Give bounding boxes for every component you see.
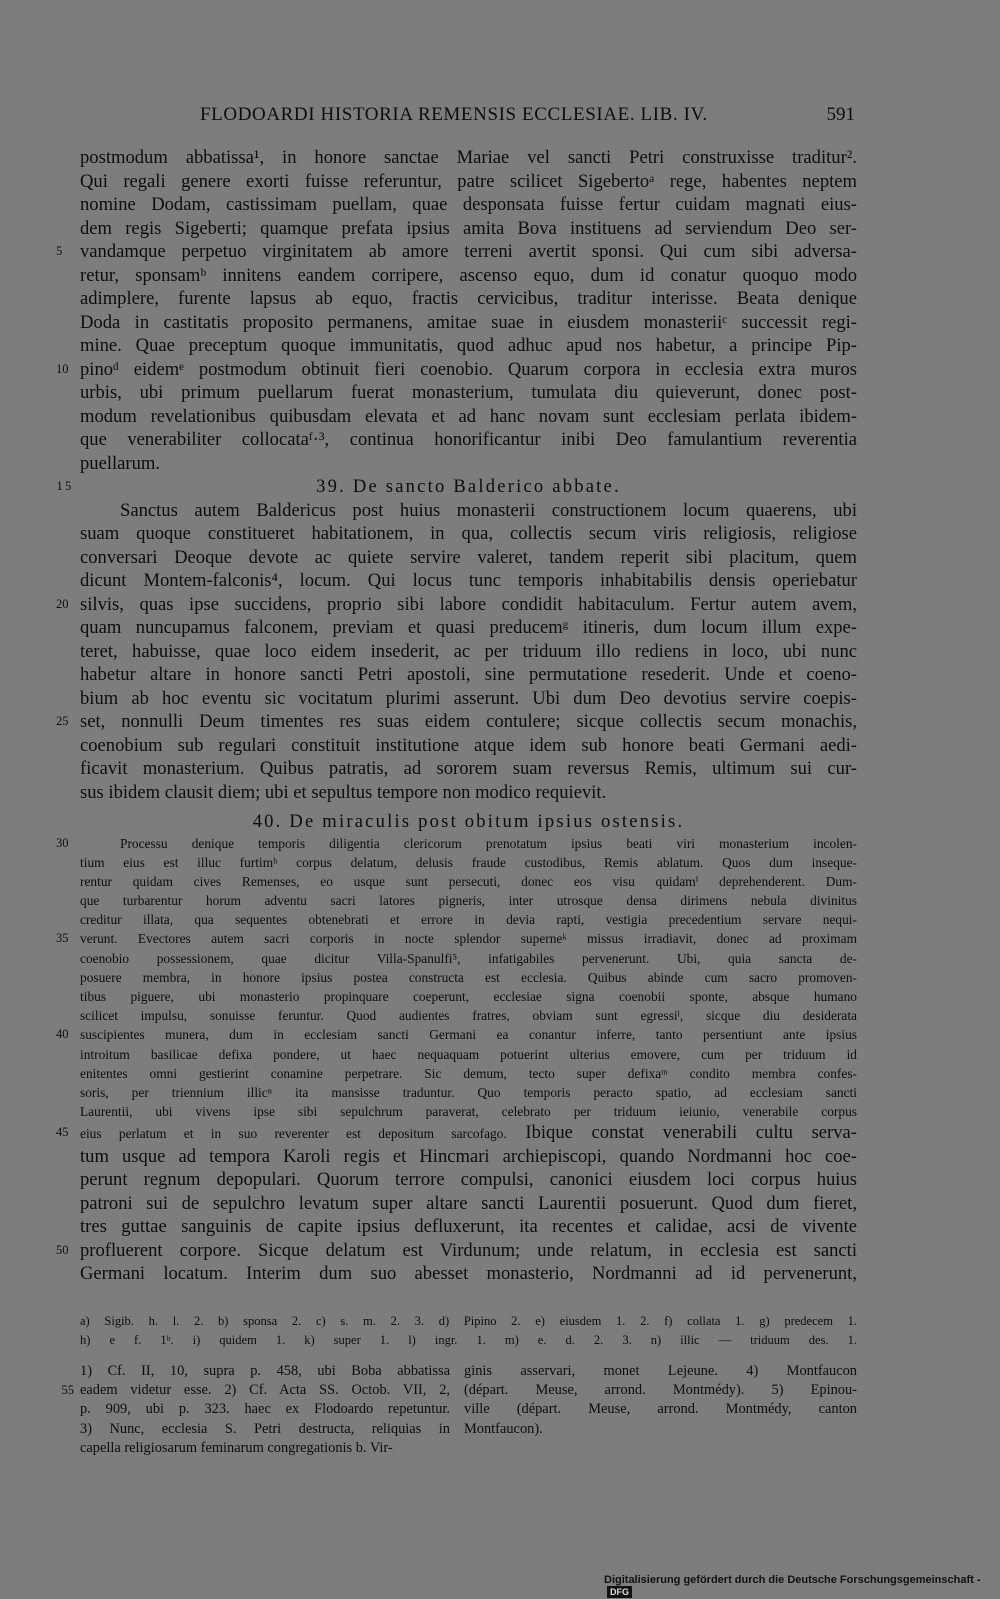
text-line — [56, 710, 857, 734]
text-line — [80, 381, 857, 405]
text-line — [80, 687, 857, 711]
line-text: retur, sponsamᵇ innitens eandem corripere, ascenso equo, dum id conatur quoquo modo — [80, 264, 857, 286]
text-line — [80, 264, 857, 288]
critical-apparatus — [80, 1314, 857, 1352]
line-text: bium ab hoc eventu sic vocitatum plurimi asserunt. Ubi dum Deo devotius servire coepis- — [80, 687, 857, 709]
line-text: Laurentii, ubi vivens ipse sibi sepulchrum paraverat, celebrato per triduum ieiunio, venerabile corpus — [80, 1104, 857, 1120]
footnote-right: Montfaucon). — [464, 1420, 543, 1437]
line-text: que venerabiliter collocataᶠ·³, continua honorificantur inibi Deo famulantium reverentia — [80, 429, 857, 450]
text-line — [80, 872, 857, 891]
text-line — [56, 593, 857, 617]
text-line — [56, 1025, 857, 1044]
text-line — [80, 663, 857, 687]
text-line — [80, 781, 857, 805]
line-text: pinoᵈ eidemᵉ postmodum obtinuit fieri coenobio. Quarum corpora in ecclesia extra muros — [80, 358, 857, 380]
text-line — [56, 1239, 857, 1263]
line-text: postmodum abbatissa¹, in honore sanctae Mariae vel sancti Petri construxisse traditur². — [80, 147, 857, 168]
text-line — [56, 1121, 857, 1145]
text-line — [80, 1006, 857, 1025]
line-number: 40 — [56, 1027, 69, 1042]
line-text: tibus piguere, ubi monasterio propinquare coeperunt, ecclesiae signa coenobii sponte, absque humano — [80, 989, 857, 1004]
line-text: habetur altare in honore sancti Petri apostoli, sine permutatione resederit. Unde et coeno- — [80, 664, 857, 685]
footnote-left: 1) Cf. II, 10, supra p. 458, ubi Boba abbatissa — [80, 1363, 450, 1379]
line-text: creditur illata, qua sequentes obtenebrati et errore in devia rapti, vestigia precedentium servare nequi- — [80, 912, 857, 928]
line-text: introitum basilicae defixa pondere, ut haec nequaquam potuerint ulterius emovere, cum per triduum id — [80, 1046, 857, 1062]
heading-text: 40. De miraculis post obitum ipsius ostensis. — [252, 811, 685, 832]
line-text: tium eius est illuc furtimʰ corpus delatum, delusis fraude custodibus, Remis ablatum. Quos dum insequе- — [80, 854, 857, 870]
line-text: Ibique constat venerabili cultu serva- — [506, 1122, 857, 1144]
line-number: 35 — [56, 931, 69, 946]
line-text: Processu denique temporis diligentia clericorum prenotatum ipsius beati viri monasterium incolen- — [120, 835, 857, 851]
line-text: soris, per triennium illicⁿ ita mansisse traduntur. Quo temporis peracto spatio, ad ecclesiam sancti — [80, 1084, 857, 1100]
text-line — [56, 358, 857, 382]
text-line — [80, 1215, 857, 1239]
line-text: Sanctus autem Baldericus post huius monasterii constructionem locum quaerens, ubi — [120, 499, 857, 521]
line-number: 45 — [56, 1125, 69, 1140]
text-line — [80, 499, 857, 523]
line-text: Qui regali genere exorti fuisse referuntur, patre scilicet Sigebertoᵃ rege, habentes neptem — [80, 170, 857, 192]
text-line — [80, 1168, 857, 1192]
footnote-right: ville (départ. Meuse, arrond. Montmédy, canton — [464, 1401, 857, 1418]
text-line — [80, 853, 857, 872]
text-line — [80, 1083, 857, 1102]
line-text: puellarum. — [80, 452, 161, 474]
apparatus-line: a) Sigib. h. l. 2. b) sponsa 2. c) s. m. 2. 3. d) Pipino 2. e) eiusdem 1. 2. f) collata 1. g) predecem 1. — [80, 1314, 857, 1328]
line-text: sus ibidem clausit diem; ubi et sepultus tempore non modico requievit. — [80, 781, 607, 803]
line-text: dicunt Montem-falconis⁴, locum. Qui locus tunc temporis inhabitabilis densis operiebatur — [80, 570, 857, 591]
line-text: teret, habuisse, quae loco eidem insederit, ac per triduum illo rediens in loco, ubi nunc — [80, 640, 857, 662]
text-line — [80, 616, 857, 640]
line-number: 5 — [56, 244, 63, 258]
text-line — [80, 569, 857, 593]
line-text: ficavit monasterium. Quibus patratis, ad sororem suam reversus Remis, ultimum sui cur- — [80, 758, 857, 779]
line-text: profluerent corpore. Sicque delatum est Virdunum; unde relatum, in ecclesia est sancti — [80, 1239, 857, 1261]
text-line — [80, 217, 857, 241]
text-line — [80, 949, 857, 968]
text-line — [80, 428, 857, 452]
line-text: urbis, ubi primum puellarum fuerat monasterium, tumulata diu quieverunt, donec post- — [80, 382, 857, 403]
text-line — [80, 1192, 857, 1216]
text-line — [56, 834, 857, 853]
line-text: suam quoque constitueret habitationem, in qua, collectis secum viris religiosis, religiose — [80, 523, 857, 544]
text-line — [80, 311, 857, 335]
line-text: coenobio possessionem, quae dicitur Villa-Spanulfi⁵, infatigabiles pervenerunt. Ubi, quia sancta de- — [80, 950, 857, 966]
text-line — [80, 1262, 857, 1286]
line-text: vandamque perpetuo virginitatem ab amore terreni avertit sponsi. Qui cum sibi adversa- — [80, 241, 857, 262]
line-text: verunt. Evectores autem sacri corporis in nocte splendor supernеᵏ missus irradiavit, donec ad proximam — [80, 931, 857, 947]
running-title: FLODOARDI HISTORIA REMENSIS ECCLESIAE. LIB. IV. — [200, 104, 708, 125]
text-line — [56, 929, 857, 948]
line-number: 50 — [56, 1242, 69, 1257]
line-text: tum usque ad tempora Karoli regis et Hincmari archiepiscopi, quando Nordmanni hoc coe- — [80, 1145, 857, 1167]
line-text: dem regis Sigeberti; quamque prefata ipsius amita Bova instituens ad serviendum Deo ser- — [80, 217, 857, 239]
running-header — [0, 104, 1000, 128]
line-number: 55 — [61, 1383, 74, 1398]
text-line — [80, 1145, 857, 1169]
line-text: Germani locatum. Interim dum suo abesset monasterio, Nordmanni ad id pervenerunt, — [80, 1263, 857, 1285]
apparatus-line: h) e f. 1ᵇ. i) quidem 1. k) super 1. l) ingr. 1. m) e. d. 2. 3. n) illic — triduum des. 1. — [80, 1333, 857, 1347]
text-line — [80, 522, 857, 546]
line-text: set, nonnulli Deum timentes res suas eidem contulere; sicque collectis secum monachis, — [80, 711, 857, 732]
text-line — [80, 405, 857, 429]
line-text: silvis, quas ipse succidens, proprio sibi labore condidit habitaculum. Fertur autem avem, — [80, 593, 857, 615]
page-number: 591 — [826, 104, 855, 125]
line-text: nomine Dodam, castissimam puellam, quae desponsata fuisse fertur cuidam magnati eius- — [80, 194, 857, 215]
line-text: que turbarentur horum adventu sacri latores pigneris, inter utrosque densa dirimens nebula divinitus — [80, 893, 857, 909]
footnote-row — [80, 1400, 857, 1419]
line-number: 10 — [56, 361, 69, 376]
line-text: rentur quidam cives Remenses, eo usque sunt persecuti, donec eos visu quidamⁱ deprehenderent. Dum- — [80, 873, 857, 889]
text-line — [80, 1064, 857, 1083]
text-line — [56, 240, 857, 264]
footnote-row — [61, 1381, 857, 1400]
line-number: 15 — [56, 479, 74, 493]
line-text: quam nuncupamus falconem, previam et quasi preducemᵍ itineris, dum locum illum expe- — [80, 617, 857, 638]
dfg-logo: DFG — [607, 1586, 632, 1598]
line-text: modum revelationibus quibusdam elevata et ad hanc novam sunt ecclesiam perlata ibidem- — [80, 405, 857, 427]
text-line — [80, 910, 857, 929]
footnote-left: 3) Nunc, ecclesia S. Petri destructa, reliquias in — [80, 1420, 450, 1437]
line-text: perunt regnum depopulari. Quorum terrore compulsi, canonici eiusdem loci corpus huius — [80, 1169, 857, 1191]
text-line — [80, 1102, 857, 1121]
line-text: tres guttae sanguinis de capite ipsius defluxerunt, ita recentes et calidae, acsi de vivente — [80, 1216, 857, 1238]
text-line — [80, 334, 857, 358]
text-line — [80, 891, 857, 910]
footnote-row — [80, 1439, 857, 1458]
line-text: mine. Quae preceptum quoque immunitatis, quod adhuc apud nos habetur, a principe Pip- — [80, 335, 857, 356]
line-text: scilicet impulsu, sonuisse feruntur. Quod audientes fratres, obviam sunt egressiˡ, sicque diu desiderata — [80, 1008, 857, 1024]
main-text — [56, 146, 857, 1286]
text-line — [80, 452, 857, 476]
footnote-left: eadem videtur esse. 2) Cf. Acta SS. Octob. VII, 2, — [80, 1382, 450, 1399]
line-text: Doda in castitatis proposito permanens, amitae suae in eiusdem monasteriiᶜ successit regi- — [80, 311, 857, 333]
heading-text: 39. De sancto Balderico abbate. — [316, 476, 621, 497]
line-text: enitentes omni gestierint conamine perpetrare. Sic demum, tecto super defixaᵐ condito membra confes- — [80, 1065, 857, 1081]
footnote-left: capella religiosarum feminarum congregationis b. Vir- — [80, 1439, 393, 1456]
line-number: 30 — [56, 835, 69, 850]
text-line — [80, 757, 857, 781]
small-print-block — [56, 834, 857, 1122]
text-line — [80, 1045, 857, 1064]
footnote-right: ginis asservari, monet Lejeune. 4) Montfaucon — [464, 1363, 857, 1379]
line-text: coenobium sub regulari constituit institutione atque idem sub honore beati Germani aedi- — [80, 734, 857, 756]
digitization-credit — [604, 1574, 1000, 1598]
line-text: patroni sui de sepulchro levatum super altare sancti Laurentii posuerunt. Quod dum fieret, — [80, 1192, 857, 1214]
section-heading-39 — [56, 475, 857, 499]
text-line — [80, 640, 857, 664]
footnotes — [61, 1362, 857, 1458]
text-line — [80, 193, 857, 217]
footnote-row — [80, 1420, 857, 1439]
line-number: 25 — [56, 714, 69, 728]
footnote-left: p. 909, ubi p. 323. haec ex Flodoardo repetuntur. — [80, 1401, 450, 1418]
footnote-right: (départ. Meuse, arrond. Montmédy). 5) Epinou- — [464, 1382, 857, 1399]
text-line — [80, 987, 857, 1006]
text-line — [80, 968, 857, 987]
text-line — [80, 170, 857, 194]
line-text: posuere membra, in honore ipsius postea constructa est ecclesia. Quibus abinde cum sacro promoven- — [80, 969, 857, 985]
text-line — [80, 546, 857, 570]
line-text-small: eius perlatum et in suo reverenter est depositum sarcofago. — [80, 1126, 507, 1142]
line-text: conversari Deoque devote ac quiete servire valeret, tandem reperit sibi placitum, quem — [80, 546, 857, 568]
credit-text: Digitalisierung gefördert durch die Deutsche Forschungsgemeinschaft - — [604, 1574, 981, 1586]
line-number: 20 — [56, 596, 69, 611]
text-line — [80, 146, 857, 170]
line-text: suscipientes munera, dum in ecclesiam sancti Germani ea conantur inferre, tanto persentiunt ante ipsius — [80, 1027, 857, 1043]
line-text: adimplere, furente lapsus ab equo, fractis cervicibus, traditur interisse. Beata denique — [80, 288, 857, 309]
text-line — [80, 734, 857, 758]
footnote-row — [80, 1362, 857, 1381]
text-line — [80, 287, 857, 311]
section-heading-40 — [80, 810, 857, 834]
